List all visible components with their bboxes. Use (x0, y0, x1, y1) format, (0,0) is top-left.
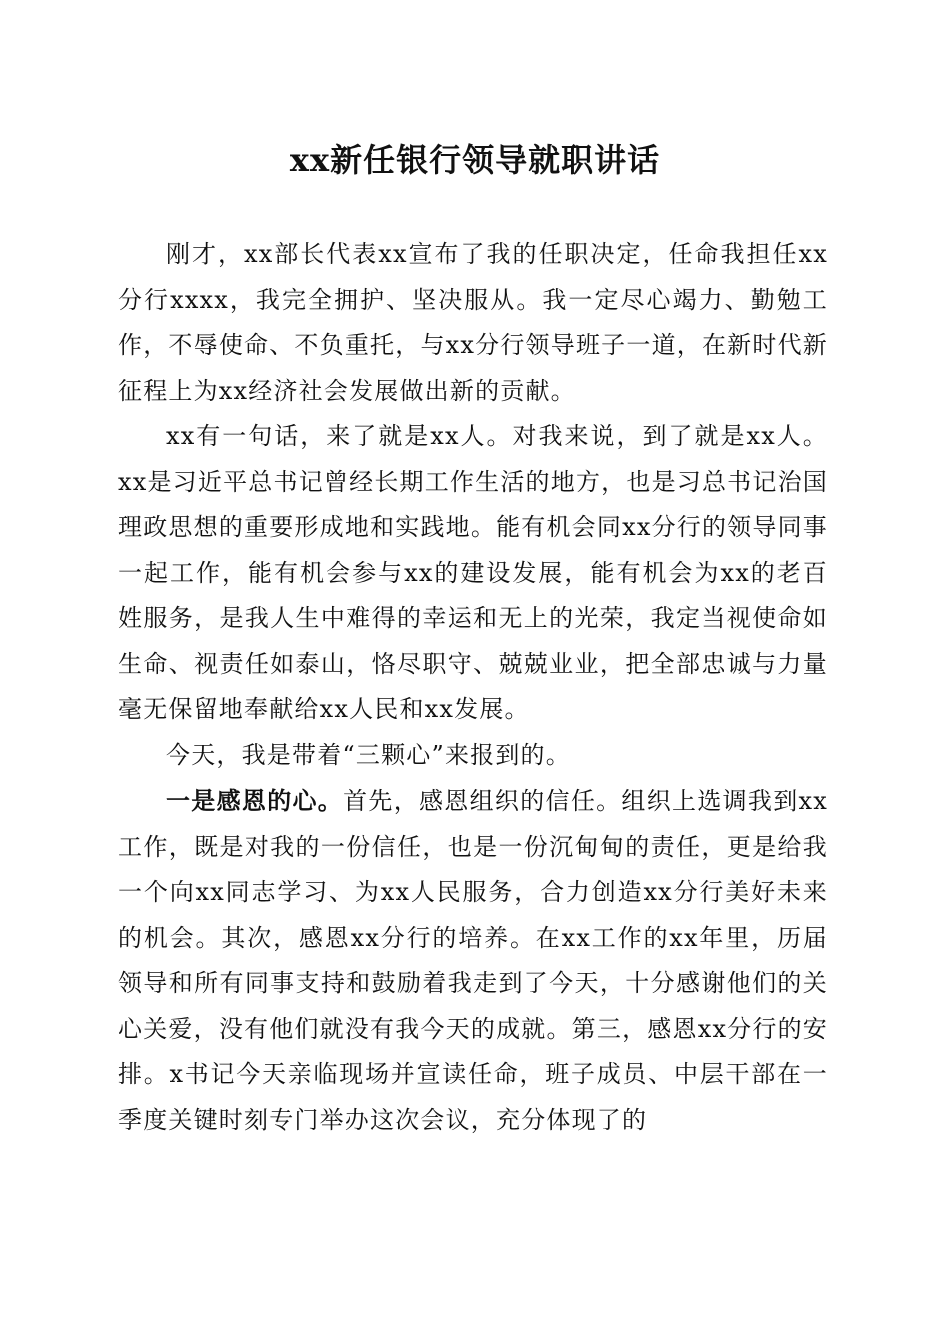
paragraph-text: 首先，感恩组织的信任。组织上选调我到xx工作，既是对我的一份信任，也是一份沉甸甸的责任，更是给我一个向xx同志学习、为xx人民服务，合力创造xx分行美好未来的机会。其次，感恩xx分行的培养。在xx工作的xx年里，历届领导和所有同事支持和鼓励着我走到了今天，十分感谢他们的关心关爱，没有他们就没有我今天的成就。第三，感恩xx分行的安排。x书记今天亲临现场并宣读任命，班子成员、中层干部在一季度关键时刻专门举办这次会议，充分体现了的 (118, 787, 828, 1134)
paragraph-gratitude (118, 778, 828, 1143)
paragraph-local-commitment (118, 414, 828, 733)
paragraph-text: 今天，我是带着“三颗心”来报到的。 (166, 740, 571, 769)
paragraph-text: xx有一句话，来了就是xx人。对我来说，到了就是xx人。xx是习近平总书记曾经长期工作生活的地方，也是习总书记治国理政思想的重要形成地和实践地。能有机会同xx分行的领导同事一起工作，能有机会参与xx的建设发展，能有机会为xx的老百姓服务，是我人生中难得的幸运和无上的光荣，我定当视使命如生命、视责任如泰山，恪尽职守、兢兢业业，把全部忠诚与力量毫无保留地奉献给xx人民和xx发展。 (118, 422, 828, 723)
paragraph-three-hearts (118, 733, 828, 779)
document-body (118, 232, 828, 1143)
paragraph-text: 刚才，xx部长代表xx宣布了我的任职决定，任命我担任xx分行xxxx，我完全拥护、坚决服从。我一定尽心竭力、勤勉工作，不辱使命、不负重托，与xx分行领导班子一道，在新时代新征程上为xx经济社会发展做出新的贡献。 (118, 240, 828, 405)
paragraph-lead: 一是感恩的心。 (166, 786, 344, 815)
document-title: xx新任银行领导就职讲话 (289, 141, 661, 179)
paragraph-appointment (118, 232, 828, 414)
